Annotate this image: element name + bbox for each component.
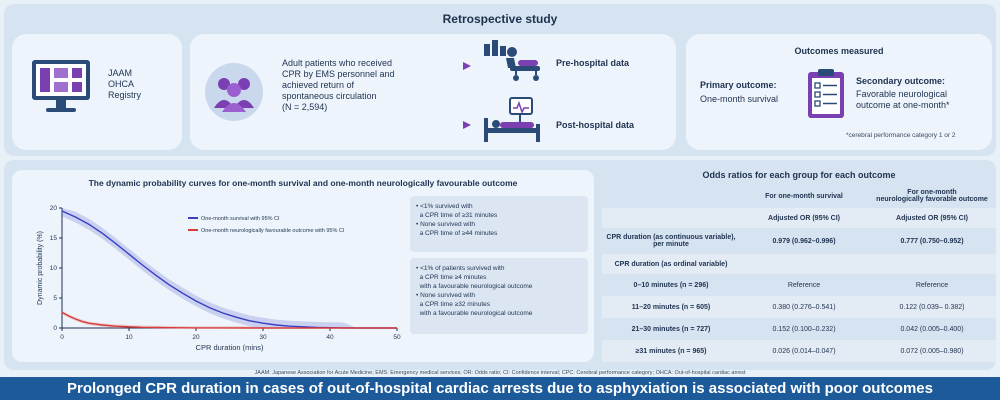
survival-note-line: • <1% survived with <box>416 203 473 210</box>
x-tick-label: 40 <box>326 334 334 341</box>
y-tick-label: 15 <box>49 235 57 242</box>
secondary-outcome-label: Secondary outcome: <box>856 76 946 86</box>
odds-table <box>602 184 996 362</box>
odds-row-label: CPR duration (as ordinal variable) <box>602 254 740 274</box>
population-line3: achieved return of <box>282 80 355 90</box>
odds-col1-header: For one-month survival <box>765 192 843 200</box>
odds-cell-survival <box>740 254 868 274</box>
legend-entry: One-month neurologically favourable outcome with 95% CI <box>201 228 345 234</box>
table-row <box>602 228 996 254</box>
odds-col2-header <box>868 184 996 208</box>
computer-icon <box>30 56 92 118</box>
odds-row-label: 0–10 minutes (n = 296) <box>633 281 709 289</box>
odds-cell-survival: 0.380 (0.276–0.541) <box>740 296 868 318</box>
population-text <box>282 58 395 113</box>
table-row <box>602 254 996 274</box>
odds-cell-survival: 0.152 (0.100–0.232) <box>772 325 836 333</box>
chart-title: The dynamic probability curves for one-month survival and one-month neurologically favourable outcome <box>88 178 518 188</box>
hospital-bed-icon <box>480 96 544 146</box>
primary-outcome-label: Primary outcome: <box>700 80 777 90</box>
table-row <box>602 340 996 362</box>
pre-arrow-icon <box>462 61 472 71</box>
odds-cell-neuro: 0.042 (0.005–0.400) <box>900 325 964 333</box>
conclusion-banner: Prolonged CPR duration in cases of out-of-hospital cardiac arrests due to asphyxiation is associated with poor outcomes <box>0 377 1000 400</box>
population-line5: (N = 2,594) <box>282 102 328 112</box>
series-0-ci-band <box>62 208 397 328</box>
population-card <box>190 34 676 150</box>
x-tick-label: 20 <box>192 334 200 341</box>
odds-cell-survival: 0.979 (0.962–0.996) <box>772 237 836 245</box>
odds-subheader-row <box>602 208 996 228</box>
y-tick-label: 10 <box>49 265 57 272</box>
legend-entry: One-month survival with 95% CI <box>201 216 280 222</box>
survival-note-line: a CPR time of ≥31 minutes <box>416 212 498 219</box>
odds-row-label: ≥31 minutes (n = 965) <box>602 340 740 362</box>
x-axis-label: CPR duration (mins) <box>195 343 264 352</box>
patients-group-icon <box>204 62 264 122</box>
clipboard-icon <box>806 68 846 120</box>
odds-col2-subheader: Adjusted OR (95% CI) <box>868 208 996 228</box>
odds-subheader-empty <box>602 208 740 228</box>
neuro-note-line: with a favourable neurological outcome <box>416 310 533 317</box>
survival-notes <box>410 196 588 252</box>
post-hospital-label: Post-hospital data <box>556 120 635 130</box>
odds-cell-survival: 0.026 (0.014–0.047) <box>740 340 868 362</box>
odds-ratio-panel <box>602 160 996 370</box>
odds-cell-neuro: 0.072 (0.005–0.980) <box>868 340 996 362</box>
odds-header-empty <box>602 184 740 208</box>
odds-cell-neuro <box>868 254 996 274</box>
x-tick-label: 10 <box>125 334 133 341</box>
odds-cell-neuro: Reference <box>915 281 949 289</box>
odds-cell-survival: Reference <box>787 281 821 289</box>
odds-col2-header-line2: neurologically favorable outcome <box>876 196 988 203</box>
odds-title: Odds ratios for each group for each outcome <box>702 170 896 180</box>
secondary-outcome <box>856 76 950 111</box>
odds-row-label: CPR duration (as continuous variable), per minute <box>606 234 736 248</box>
secondary-outcome-line2: outcome at one-month* <box>856 100 950 110</box>
registry-line1: JAAM <box>108 68 133 78</box>
odds-cell-neuro: 0.122 (0.039– 0.382) <box>868 296 996 318</box>
primary-outcome <box>700 80 778 105</box>
neuro-note-line: • None survived with <box>416 292 475 299</box>
table-row <box>602 296 996 318</box>
registry-line2: OHCA <box>108 79 135 89</box>
registry-line3: Registry <box>108 90 142 100</box>
table-row <box>602 274 996 296</box>
outcomes-title: Outcomes measured <box>794 46 884 56</box>
odds-row-label: 11–20 minutes (n = 605) <box>602 296 740 318</box>
survival-note-line: • None survived with <box>416 221 475 228</box>
abbreviations-footnote: JAAM: Japanese Association for Acute Medicine; EMS: Emergency medical services; OR: Odds ratio; CI: Confidence interval; CPC: Cerebral performance category; OHCA: Out-of-hospital cardiac arrest <box>254 370 746 376</box>
y-axis-label: Dynamic probability (%) <box>37 231 44 305</box>
probability-chart <box>12 190 407 360</box>
neuro-note-line: with a favourable neurological outcome <box>416 283 533 290</box>
cpc-footnote: *cerebral performance category 1 or 2 <box>846 132 956 139</box>
registry-label <box>108 68 141 101</box>
odds-row-label: 21–30 minutes (n = 727) <box>631 325 711 333</box>
x-tick-label: 30 <box>259 334 267 341</box>
neuro-note-line: • <1% of patients survived with <box>416 265 505 272</box>
population-line1: Adult patients who received <box>282 58 393 68</box>
results-panel <box>4 160 996 370</box>
pre-hospital-label: Pre-hospital data <box>556 58 630 68</box>
x-tick-label: 0 <box>60 334 64 341</box>
primary-outcome-value: One-month survival <box>700 94 779 104</box>
table-row <box>602 318 996 340</box>
study-design-title: Retrospective study <box>442 12 558 26</box>
neuro-notes-text <box>416 264 532 318</box>
secondary-outcome-line1: Favorable neurological <box>856 89 948 99</box>
study-design-panel <box>4 4 996 156</box>
odds-cell-neuro: 0.777 (0.750–0.952) <box>900 237 964 245</box>
neuro-note-line: a CPR time ≥4 minutes <box>416 274 487 281</box>
registry-card <box>12 34 182 150</box>
y-tick-label: 0 <box>53 325 57 332</box>
odds-col2-header-line1: For one-month <box>907 189 957 196</box>
odds-col1-subheader: Adjusted OR (95% CI) <box>740 208 868 228</box>
survival-notes-text <box>416 202 497 238</box>
x-tick-label: 50 <box>393 334 401 341</box>
stretcher-icon <box>482 40 544 88</box>
outcomes-card <box>686 34 992 150</box>
post-arrow-icon <box>462 120 472 130</box>
chart-panel <box>12 170 594 362</box>
population-line2: CPR by EMS personnel and <box>282 69 395 79</box>
neuro-note-line: a CPR time ≥32 minutes <box>416 301 491 308</box>
population-line4: spontaneous circulation <box>282 91 377 101</box>
y-tick-label: 5 <box>53 295 57 302</box>
odds-header-row <box>602 184 996 208</box>
y-tick-label: 20 <box>49 205 57 212</box>
survival-note-line: a CPR time of ≥44 minutes <box>416 230 498 237</box>
neuro-notes <box>410 258 588 334</box>
